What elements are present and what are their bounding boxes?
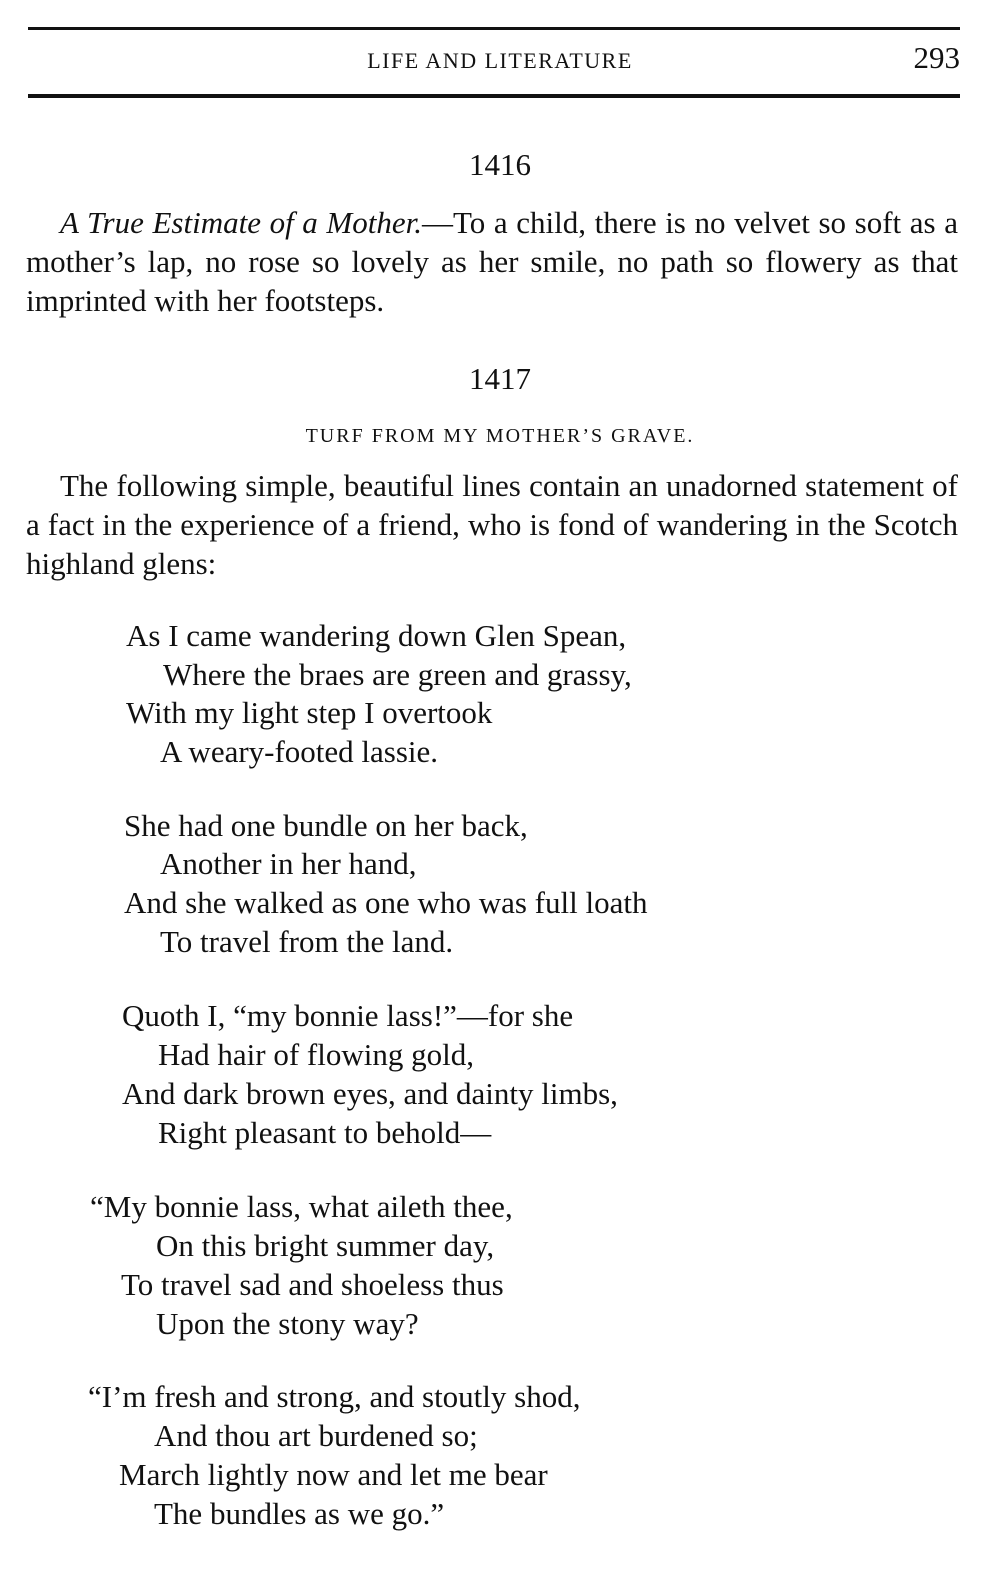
entry-1417-subtitle: TURF FROM MY MOTHER’S GRAVE. <box>305 425 695 447</box>
header-bottom-rule <box>28 94 960 98</box>
poem-line: She had one bundle on her back, <box>124 808 528 843</box>
poem-line: And thou art burdened so; <box>154 1418 478 1453</box>
poem-line: March lightly now and let me bear <box>119 1457 548 1492</box>
entry-number-1416: 1416 <box>469 147 531 182</box>
page-number: 293 <box>913 40 960 75</box>
entry-number-1417: 1417 <box>469 361 531 396</box>
poem-line: To travel sad and shoeless thus <box>121 1267 504 1302</box>
poem-line: To travel from the land. <box>160 924 454 959</box>
entry-1417-intro: The following simple, beautiful lines contain an unadorned statement of a fact in the experience of a friend, who is fond of wandering in the Scotch highland glens: <box>26 468 958 581</box>
entry-1416-text: —To a child, there is no velvet so soft as a mother’s lap, no rose so lovely as her smile, no path so flowery as that imprinted with her footsteps. <box>26 205 958 318</box>
poem-line: And dark brown eyes, and dainty limbs, <box>122 1076 618 1111</box>
poem-line: Quoth I, “my bonnie lass!”—for she <box>122 998 574 1033</box>
poem-line: Right pleasant to behold— <box>158 1115 492 1150</box>
poem-line: The bundles as we go.” <box>154 1496 445 1531</box>
header-top-rule <box>28 27 960 30</box>
poem-line: Upon the stony way? <box>156 1306 419 1341</box>
poem-line: As I came wandering down Glen Spean, <box>126 618 627 653</box>
entry-1416-title: A True Estimate of a Mother. <box>60 205 422 240</box>
poem-line: “My bonnie lass, what aileth thee, <box>90 1189 513 1224</box>
poem-line: A weary-footed lassie. <box>160 734 439 769</box>
poem-line: With my light step I overtook <box>126 695 493 730</box>
poem-line: On this bright summer day, <box>156 1228 495 1263</box>
running-head: LIFE AND LITERATURE <box>367 48 633 73</box>
poem-line: Another in her hand, <box>160 846 417 881</box>
poem-line: “I’m fresh and strong, and stoutly shod, <box>88 1379 581 1414</box>
entry-1416-paragraph <box>26 203 958 320</box>
poem-line: And she walked as one who was full loath <box>124 885 648 920</box>
poem-line: Had hair of flowing gold, <box>158 1037 474 1072</box>
poem-line: Where the braes are green and grassy, <box>163 657 632 692</box>
